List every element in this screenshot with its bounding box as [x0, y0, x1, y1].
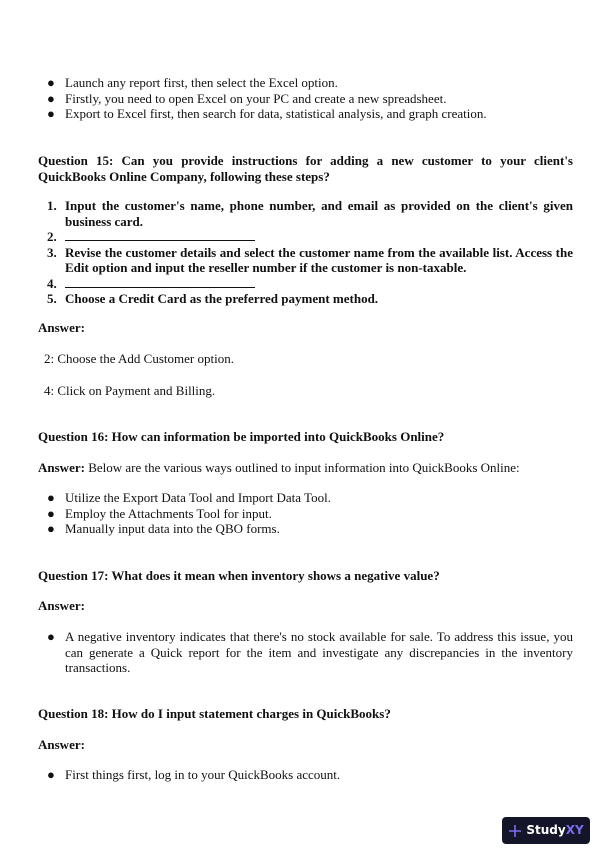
list-item: ● Launch any report first, then select the Excel option.	[47, 75, 338, 90]
list-item: ● First things first, log in to your QuickBooks account.	[47, 767, 341, 782]
list-item: ● Firstly, you need to open Excel on your PC and create a new spreadsheet.	[47, 90, 447, 106]
question-18-bullets	[38, 767, 573, 783]
question-17-heading: Question 17: What does it mean when inventory shows a negative value?	[38, 568, 440, 583]
list-item: ● Manually input data into the QBO forms.	[47, 521, 280, 536]
question-18-heading: Question 18: How do I input statement charges in QuickBooks?	[38, 706, 391, 721]
answer-label: Answer:	[38, 320, 85, 335]
list-item: ● Employ the Attachments Tool for input.	[47, 505, 272, 521]
question-15-heading: Question 15: Can you provide instructions for adding a new customer to your client's QuickBooks Online Company, following these steps?	[38, 153, 573, 184]
list-item: ● Utilize the Export Data Tool and Import Data Tool.	[47, 490, 331, 505]
fill-in-blank	[65, 229, 255, 241]
top-bullet-list	[38, 75, 573, 122]
fill-in-blank	[65, 276, 255, 288]
question-17-bullets	[38, 629, 573, 676]
list-item-blank: 2.	[38, 229, 573, 245]
answer-label: Answer:	[38, 598, 85, 613]
list-item: ● A negative inventory indicates that there's no stock available for sale. To address this issue, you can generate a Quick report for the item and investigate any discrepancies in the inventory transactions.	[47, 629, 573, 675]
studyxy-logo-badge: StudyXY	[502, 817, 590, 844]
list-item: 3. Revise the customer details and select the customer name from the available list. Access the Edit option and input the reseller number if the customer is non-taxable.	[47, 244, 573, 275]
answer-text: 2: Choose the Add Customer option.	[44, 351, 234, 366]
list-item-blank: 4.	[38, 276, 573, 292]
list-item: 5. Choose a Credit Card as the preferred payment method.	[47, 291, 379, 306]
answer-paragraph: Answer: Below are the various ways outlined to input information into QuickBooks Online:	[38, 460, 520, 475]
list-item: ● Export to Excel first, then search for data, statistical analysis, and graph creation.	[47, 106, 487, 121]
answer-label: Answer:	[38, 737, 85, 752]
question-16-bullets	[38, 490, 573, 537]
question-15-steps	[38, 198, 573, 307]
question-16-heading: Question 16: How can information be imported into QuickBooks Online?	[38, 429, 445, 444]
plus-icon	[508, 824, 522, 838]
answer-text: 4: Click on Payment and Billing.	[44, 383, 216, 398]
list-item: 1. Input the customer's name, phone number, and email as provided on the client's given business card.	[47, 198, 573, 229]
